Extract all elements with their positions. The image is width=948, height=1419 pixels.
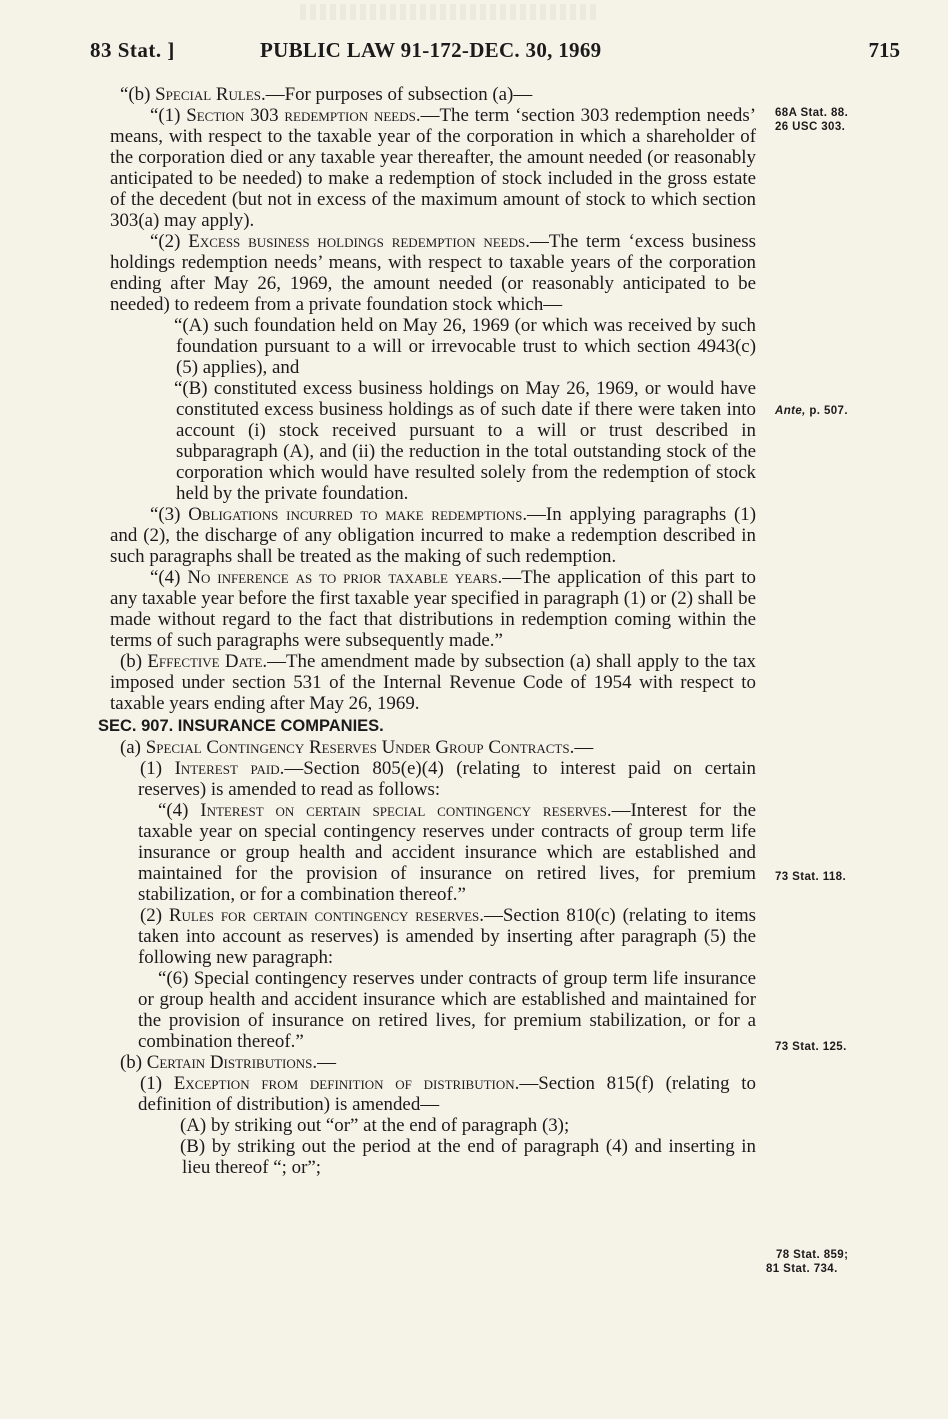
paragraph-3: “(3) Obligations incurred to make redemptions.—In applying paragraphs (1) and (2), the discharge of any obligation incurred to make a redemption described in such paragraphs shall be treated as the making of such redemption. bbox=[110, 504, 756, 567]
quoted-paragraph-6: “(6) Special contingency reserves under contracts of group term life insurance or group health and accident insurance which are established and maintained for the provision of insurance on retired lives, for premium stabilization, or for a combination thereof.” bbox=[138, 968, 756, 1052]
margin-citation: 73 Stat. 125. bbox=[775, 1041, 847, 1053]
subparagraph-A: “(A) such foundation held on May 26, 1969 (or which was received by such foundation pursuant to a will or irrevocable trust to which section 4943(c)(5) applies), and bbox=[174, 315, 756, 378]
clause-b-A: (A) by striking out “or” at the end of paragraph (3); bbox=[180, 1115, 570, 1136]
paragraph-4: “(4) No inference as to prior taxable years.—The application of this part to any taxable year before the first taxable year specified in paragraph (1) or (2) shall be made without regard to the fact that distributions in redemption coming within the terms of such paragraphs were subsequently made.” bbox=[110, 567, 756, 651]
margin-citation: 73 Stat. 118. bbox=[775, 871, 847, 883]
page-number: 715 bbox=[868, 38, 900, 62]
stat-reference: 83 Stat. ] bbox=[90, 38, 175, 62]
section-heading: SEC. 907. INSURANCE COMPANIES. bbox=[98, 717, 384, 735]
bleed-through-text bbox=[300, 4, 600, 20]
margin-citation: 78 Stat. 859; 81 Stat. 734. bbox=[766, 1249, 849, 1275]
law-title: PUBLIC LAW 91-172-DEC. 30, 1969 bbox=[260, 38, 602, 62]
quoted-paragraph-4: “(4) Interest on certain special contingency reserves.—Interest for the taxable year on special contingency reserves under contracts of group term life insurance or group health and accident insurance which are established and maintained for the provision of insurance on retired lives, for premium stabilization, or for a combination thereof.” bbox=[138, 800, 757, 905]
subsection-a-heading: (a) Special Contingency Reserves Under Group Contracts.— bbox=[120, 737, 594, 758]
paragraph-a2: (2) Rules for certain contingency reserves.—Section 810(c) (relating to items taken into account as reserves) is amended by inserting after paragraph (5) the following new paragraph: bbox=[138, 905, 757, 968]
paragraph-2: “(2) Excess business holdings redemption needs.—The term ‘excess business holdings redemption needs’ means, with respect to taxable years of the corporation ending after May 26, 1969, the amount needed (or reasonably anticipated to be needed) to redeem from a private foundation stock which— bbox=[110, 231, 757, 315]
paragraph-1: “(1) Section 303 redemption needs.—The term ‘section 303 redemption needs’ means, with respect to the taxable year of the corporation in which a shareholder of the corporation died or any taxable year thereafter, the amount needed (or reasonably anticipated to be needed) to make a redemption of stock included in the gross estate of the decedent (but not in excess of the maximum amount of stock to which section 303(a) may apply). bbox=[110, 105, 756, 231]
margin-citation: Ante, p. 507. bbox=[775, 405, 848, 417]
statute-body bbox=[98, 84, 757, 1178]
running-header bbox=[80, 38, 910, 68]
clause-b-B: (B) by striking out the period at the end of paragraph (4) and inserting in lieu thereof “; or”; bbox=[180, 1136, 756, 1178]
paragraph-b1: (1) Exception from definition of distribution.—Section 815(f) (relating to definition of distribution) is amended— bbox=[138, 1073, 756, 1115]
subsection-b: “(b) Special Rules.—For purposes of subsection (a)— bbox=[120, 84, 533, 105]
paragraph-a1: (1) Interest paid.—Section 805(e)(4) (relating to interest paid on certain reserves) is amended to read as follows: bbox=[138, 758, 757, 800]
effective-date: (b) Effective Date.—The amendment made by subsection (a) shall apply to the tax imposed under section 531 of the Internal Revenue Code of 1954 with respect to taxable years ending after May 26, 1969. bbox=[110, 651, 756, 714]
subsection-b-heading: (b) Certain Distributions.— bbox=[120, 1052, 337, 1073]
margin-citation: 68A Stat. 88. 26 USC 303. bbox=[775, 107, 849, 133]
subparagraph-B: “(B) constituted excess business holdings on May 26, 1969, or would have constituted excess business holdings as of such date if there were taken into account (i) stock received pursuant to a will or trust described in subparagraph (A), and (ii) the reduction in the total outstanding stock of the corporation which would have resulted solely from the redemption of stock held by the private foundation. bbox=[174, 378, 756, 504]
